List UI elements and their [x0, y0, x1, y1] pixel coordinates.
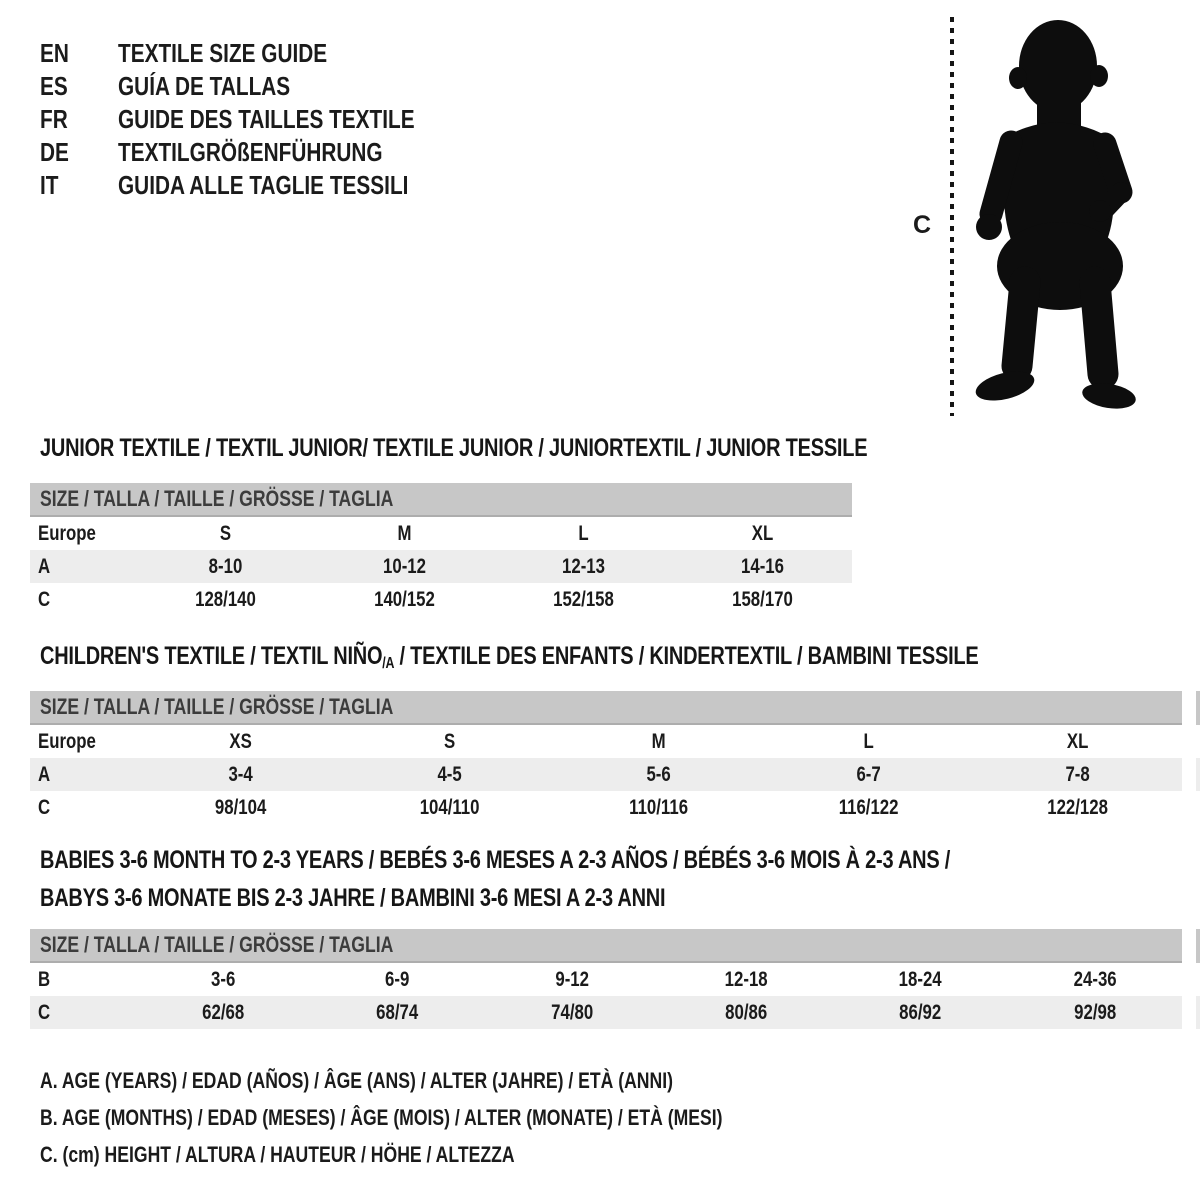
- row-label: Europe: [38, 729, 96, 753]
- size-header-bar: [30, 691, 1182, 725]
- footnote-b: [40, 1099, 893, 1136]
- table-cell: S: [219, 521, 232, 545]
- children-section-heading: [40, 642, 1200, 671]
- junior-section-heading: [40, 434, 1074, 463]
- toddler-silhouette: [963, 14, 1138, 422]
- table-row-c: [30, 996, 1182, 1029]
- table-cell: 14-16: [741, 554, 784, 578]
- language-title: TEXTILGRÖßENFÜHRUNG: [118, 137, 383, 167]
- table-cell: 152/158: [553, 587, 614, 611]
- babies-heading-line1: BABIES 3-6 MONTH TO 2-3 YEARS / BEBÉS 3-6 MESES A 2-3 AÑOS / BÉBÉS 3-6 MOIS À 2-3 ANS /: [40, 846, 951, 874]
- table-cell: 116/122: [838, 795, 899, 819]
- table-cell: 92/98: [1073, 1000, 1116, 1024]
- size-header-text: SIZE / TALLA / TAILLE / GRÖSSE / TAGLIA: [40, 486, 394, 511]
- language-code: ES: [40, 71, 68, 101]
- table-cell: 10-12: [383, 554, 426, 578]
- language-legend: [40, 38, 415, 203]
- language-title: GUIDE DES TAILLES TEXTILE: [118, 104, 415, 134]
- table-row-c: [30, 583, 852, 616]
- table-row-a: [30, 758, 1182, 791]
- row-label: Europe: [38, 521, 96, 545]
- table-cell: 68/74: [376, 1000, 419, 1024]
- table-row-europe: [30, 517, 852, 550]
- footnote-c-text: C. (cm) HEIGHT / ALTURA / HAUTEUR / HÖHE / ALTEZZA: [40, 1142, 515, 1167]
- language-row: [40, 170, 409, 203]
- table-cell: 86/92: [899, 1000, 942, 1024]
- footnote-a-text: A. AGE (YEARS) / EDAD (AÑOS) / ÂGE (ANS) / ALTER (JAHRE) / ETÀ (ANNI): [40, 1068, 673, 1093]
- table-cell: 5-6: [646, 762, 672, 786]
- table-cell: 6-7: [856, 762, 881, 786]
- table-cell: 104/110: [419, 795, 480, 819]
- row-label: C: [38, 1000, 51, 1024]
- language-code: DE: [40, 137, 69, 167]
- height-measure-label: C: [913, 211, 932, 239]
- row-label: B: [38, 967, 51, 991]
- table-edge-sliver: [1196, 691, 1200, 725]
- row-label: C: [38, 587, 51, 611]
- table-cell: XL: [1066, 729, 1089, 753]
- table-row-b: [30, 963, 1182, 996]
- table-cell: 3-4: [228, 762, 253, 786]
- table-cell: 80/86: [725, 1000, 768, 1024]
- height-dashed-line: [950, 17, 954, 416]
- babies-heading-line2: BABYS 3-6 MONATE BIS 2-3 JAHRE / BAMBINI 3-6 MESI A 2-3 ANNI: [40, 884, 666, 912]
- language-row: [40, 104, 415, 137]
- footnote-a: [40, 1062, 893, 1099]
- footnotes: [40, 1062, 893, 1173]
- table-cell: 3-6: [211, 967, 236, 991]
- table-cell: XL: [751, 521, 774, 545]
- table-cell: 12-18: [724, 967, 768, 991]
- junior-size-table: [30, 483, 852, 616]
- table-edge-sliver: [1196, 758, 1200, 791]
- heading-text-pre: CHILDREN'S TEXTILE / TEXTIL NIÑO: [40, 642, 383, 670]
- language-row: [40, 38, 328, 71]
- language-row: [40, 71, 291, 104]
- table-cell: L: [863, 729, 874, 753]
- table-edge-sliver: [1196, 929, 1200, 963]
- table-cell: 158/170: [732, 587, 793, 611]
- size-header-text: SIZE / TALLA / TAILLE / GRÖSSE / TAGLIA: [40, 694, 394, 719]
- babies-section-heading: [40, 841, 1178, 917]
- language-code: FR: [40, 104, 68, 134]
- language-code: EN: [40, 38, 69, 68]
- size-header-text: SIZE / TALLA / TAILLE / GRÖSSE / TAGLIA: [40, 932, 394, 957]
- table-row-c: [30, 791, 1182, 824]
- table-cell: 18-24: [898, 967, 942, 991]
- heading-text-post: / TEXTILE DES ENFANTS / KINDERTEXTIL / BAMBINI TESSILE: [394, 642, 979, 670]
- table-row-europe: [30, 725, 1182, 758]
- junior-section-heading-text: JUNIOR TEXTILE / TEXTIL JUNIOR/ TEXTILE JUNIOR / JUNIORTEXTIL / JUNIOR TESSILE: [40, 434, 868, 462]
- row-label: C: [38, 795, 51, 819]
- footnote-b-text: B. AGE (MONTHS) / EDAD (MESES) / ÂGE (MOIS) / ALTER (MONATE) / ETÀ (MESI): [40, 1105, 723, 1130]
- table-cell: 128/140: [195, 587, 256, 611]
- table-cell: 98/104: [214, 795, 267, 819]
- table-cell: 140/152: [374, 587, 435, 611]
- row-label: A: [38, 554, 51, 578]
- table-cell: 110/116: [629, 795, 689, 819]
- table-edge-sliver: [1196, 996, 1200, 1029]
- babies-size-table: [30, 929, 1182, 1029]
- table-cell: 122/128: [1047, 795, 1108, 819]
- table-cell: XS: [229, 729, 252, 753]
- table-cell: M: [397, 521, 412, 545]
- table-row-a: [30, 550, 852, 583]
- language-title: TEXTILE SIZE GUIDE: [118, 38, 328, 68]
- table-cell: 24-36: [1073, 967, 1117, 991]
- size-header-bar: [30, 929, 1182, 963]
- language-title: GUÍA DE TALLAS: [118, 71, 291, 101]
- heading-text-sub: /A: [382, 655, 395, 672]
- children-size-table: [30, 691, 1182, 824]
- language-row: [40, 137, 383, 170]
- table-cell: L: [578, 521, 589, 545]
- table-cell: 62/68: [202, 1000, 245, 1024]
- table-cell: M: [652, 729, 667, 753]
- table-cell: S: [444, 729, 456, 753]
- language-code: IT: [40, 170, 59, 200]
- language-title: GUIDA ALLE TAGLIE TESSILI: [118, 170, 409, 200]
- row-label: A: [38, 762, 51, 786]
- table-cell: 8-10: [208, 554, 243, 578]
- footnote-c: [40, 1136, 893, 1173]
- table-cell: 7-8: [1065, 762, 1090, 786]
- table-cell: 12-13: [562, 554, 605, 578]
- table-cell: 6-9: [385, 967, 410, 991]
- table-cell: 74/80: [550, 1000, 593, 1024]
- children-section-heading-text: [40, 642, 978, 671]
- table-cell: 9-12: [555, 967, 589, 991]
- size-header-bar: [30, 483, 852, 517]
- table-cell: 4-5: [437, 762, 462, 786]
